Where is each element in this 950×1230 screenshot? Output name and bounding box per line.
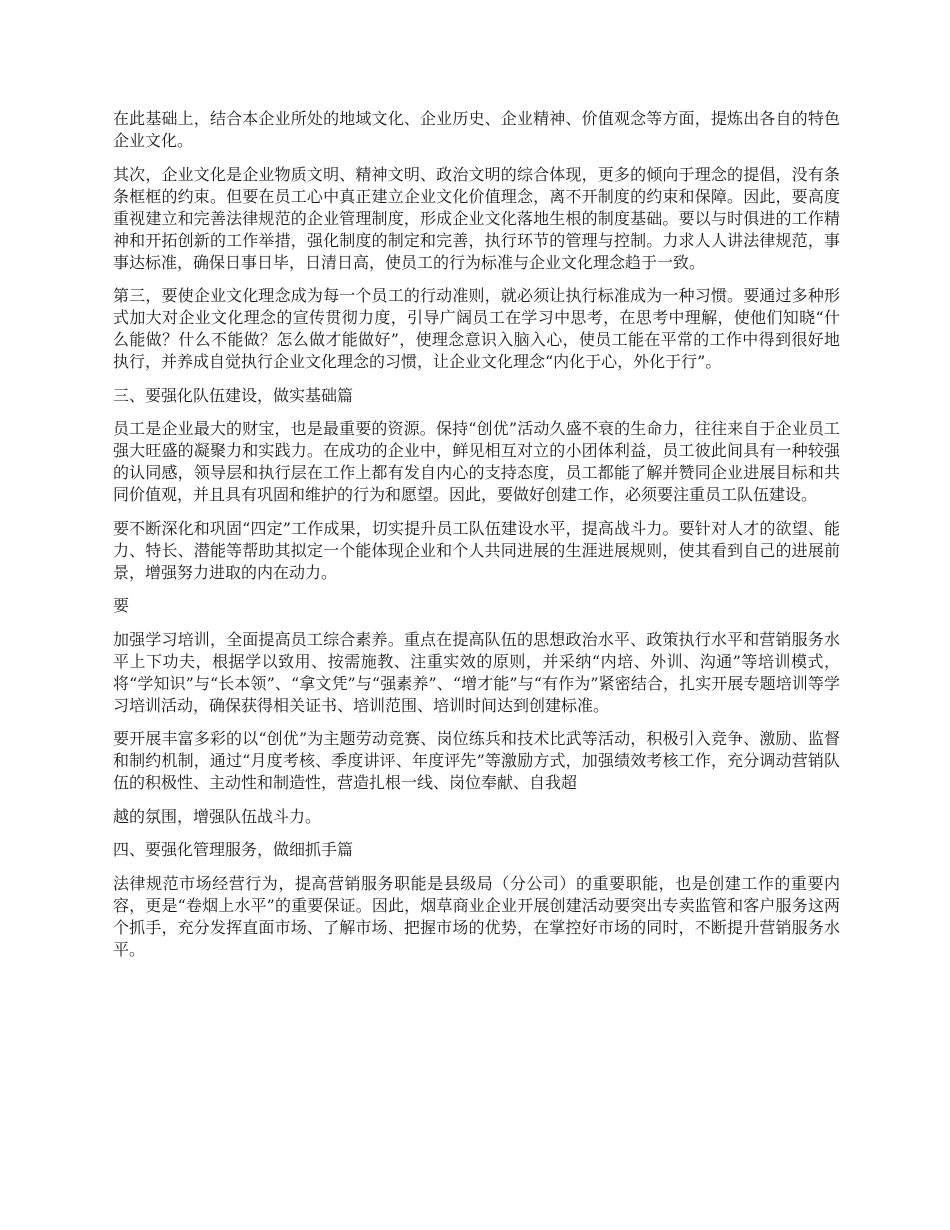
- paragraph-four-fixes: 要不断深化和巩固“四定”工作成果，切实提升员工队伍建设水平，提高战斗力。要针对人才的欲望、能力、特长、潜能等帮助其拟定一个能体现企业和个人共同进展的生涯进展规则，使其看到自己的进展前景，增强努力进取的内在动力。: [113, 518, 840, 582]
- section-heading-team-building: 三、要强化队伍建设，做实基础篇: [113, 385, 354, 405]
- paragraph-second-point: 其次，企业文化是企业物质文明、精神文明、政治文明的综合体现，更多的倾向于理念的提倡，没有条条框框的约束。但要在员工心中真正建立企业文化价值理念，离不开制度的约束和保障。因此，要高度重视建立和完善法律规范的企业管理制度，形成企业文化落地生根的制度基础。要以与时俱进的工作精神和开拓创新的工作举措，强化制度的制定和完善，执行环节的管理与控制。力求人人讲法律规范，事事达标准，确保日事日毕，日清日高，使员工的行为标准与企业文化理念趋于一致。: [113, 164, 840, 272]
- paragraph-competitions: 要开展丰富多彩的以“创优”为主题劳动竞赛、岗位练兵和技术比武等活动，积极引入竞争、激励、监督和制约机制，通过“月度考核、季度讲评、年度评先”等激励方式，加强绩效考核工作，充分调动营销队伍的积极性、主动性和制造性，营造扎根一线、岗位奉献、自我超: [113, 729, 840, 792]
- paragraph-atmosphere: 越的氛围，增强队伍战斗力。: [113, 806, 322, 826]
- paragraph-local-culture: 在此基础上，结合本企业所处的地域文化、企业历史、企业精神、价值观念等方面，提炼出各自的特色企业文化。: [113, 109, 840, 150]
- paragraph-market-regulation: 法律规范市场经营行为，提高营销服务职能是县级局（分公司）的重要职能，也是创建工作的重要内容，更是“卷烟上水平”的重要保证。因此，烟草商业企业开展创建活动要突出专卖监管和客户服务这两个抓手，充分发挥直面市场、了解市场、把握市场的优势，在掌控好市场的同时，不断提升营销服务水平。: [113, 873, 840, 959]
- paragraph-fragment-yao: 要: [113, 596, 130, 615]
- paragraph-third-point: 第三，要使企业文化理念成为每一个员工的行动准则，就必须让执行标准成为一种习惯。要通过多种形式加大对企业文化理念的宣传贯彻力度，引导广阔员工在学习中思考，在思考中理解，使他们知晓“什么能做？什么不能做？怎么做才能做好”，使理念意识入脑入心，使员工能在平常的工作中得到很好地执行，并养成自觉执行企业文化理念的习惯，让企业文化理念“内化于心，外化于行”。: [113, 286, 840, 371]
- paragraph-employees-treasure: 员工是企业最大的财宝，也是最重要的资源。保持“创优”活动久盛不衰的生命力，往往来自于企业员工强大旺盛的凝聚力和实践力。在成功的企业中，鲜见相互对立的小团体利益，员工彼此间具有一种较强的认同感，领导层和执行层在工作上都有发自内心的支持态度，员工都能了解并赞同企业进展目标和共同价值观，并且具有巩固和维护的行为和愿望。因此，要做好创建工作，必须要注重员工队伍建设。: [113, 419, 840, 504]
- document-page: [113, 108, 840, 972]
- paragraph-training: 加强学习培训，全面提高员工综合素养。重点在提高队伍的思想政治水平、政策执行水平和营销服务水平上下功夫，根据学以致用、按需施教、注重实效的原则，并采纳“内培、外训、沟通”等培训模式，将“学知识”与“长本领”、“拿文凭”与“强素养”、“增才能”与“有作为”紧密结合，扎实开展专题培训等学习培训活动，确保获得相关证书、培训范围、培训时间达到创建标准。: [113, 629, 840, 715]
- section-heading-management-service: 四、要强化管理服务，做细抓手篇: [113, 840, 354, 859]
